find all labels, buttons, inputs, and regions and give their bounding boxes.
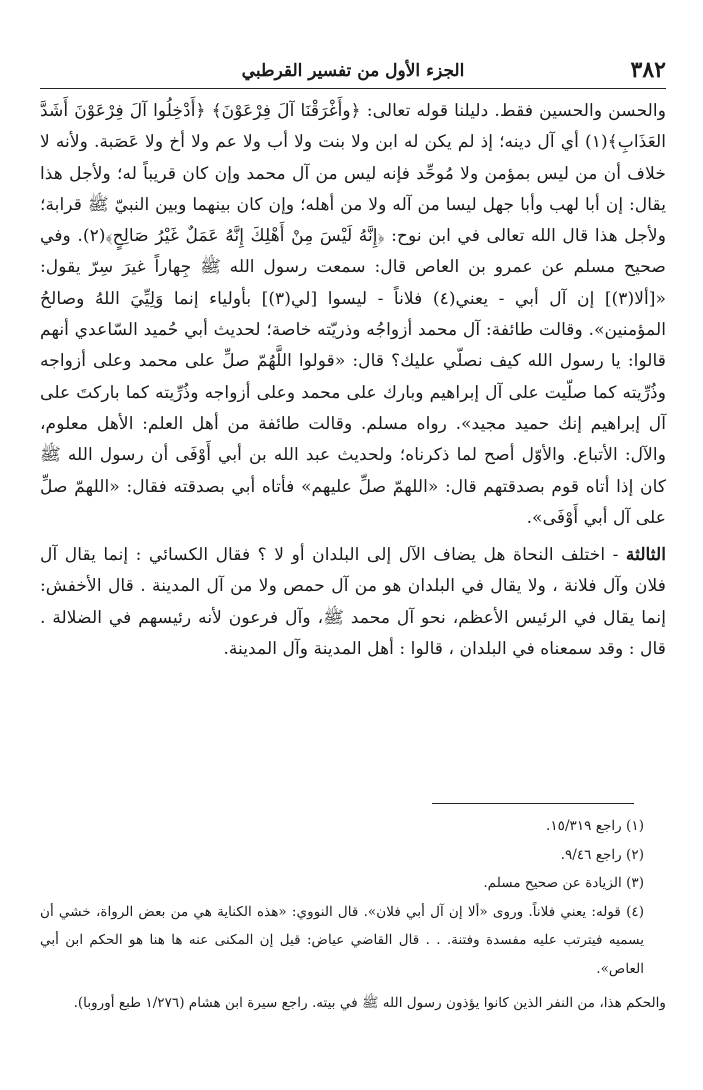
section-third — [40, 540, 666, 665]
footnote-4: (٤) قوله: يعني فلاناً. وروى «ألا إن آل أبي فلان». قال النووي: «هذه الكناية هي من بعض الرواة، خشي أن يسميه فيترتب عليه مفسدة وفتنة. . . قال القاضي عياض: قيل إن المكنى عنه ها هنا هو الحكم ابن أبي العاص». — [40, 903, 644, 977]
main-text — [40, 96, 666, 665]
footnote-2: (٢) راجع ٩/٤٦. — [560, 846, 644, 863]
paragraph-1: والحسن والحسين فقط. دليلنا قوله تعالى: ﴿وأَغْرَقْنَا آلَ فِرْعَوْنَ﴾ ﴿أَدْخِلُوا آلَ فِرْعَوْنَ أَشَدَّ العَذَابِ﴾(١) أي آل دينه؛ إذ لم يكن له ابن ولا بنت ولا أب ولا عم ولا أخ ولا عَصَبة. ولأنه لا خلاف أن من ليس بمؤمن ولا مُوحِّد فإنه ليس من آل محمد وإن كان قريباً له؛ ولأجل هذا يقال: إن أبا لهب وأبا جهل ليسا من آله ولا من أهله؛ وإن كان بينهما وبين النبيّ ﷺ قرابة؛ ولأجل هذا قال الله تعالى في ابن نوح: ﴿إِنَّهُ لَيْسَ مِنْ أَهْلِكَ إِنَّهُ عَمَلٌ غَيْرُ صَالِحٍ﴾(٢). وفي صحيح مسلم عن عمرو بن العاص قال: سمعت رسول الله ﷺ جِهاراً غيرَ سِرّ يقول: «[ألا(٣)] إن آل أبي - يعني(٤) فلاناً - ليسوا [لي(٣)] بأولياء إنما وَلِيِّيَ اللهُ وصالحُ المؤمنين». وقالت طائفة: آل محمد أزواجُه وذريّته خاصة؛ لحديث أبي حُميد السّاعدي أنهم قالوا: يا رسول الله كيف نصلّي عليك؟ قال: «قولوا اللَّهُمّ صلِّ على محمد وعلى أزواجه وذُرِّيته كما صلّيت على آل إبراهيم وبارك على محمد وعلى أزواجه وذُرِّيته كما باركتَ على آل إبراهيم إنك حميد مجيد». رواه مسلم. وقالت طائفة من أهل العلم: الأهل معلوم، والآل: الأتباع. والأوّل أصح لما ذكرناه؛ ولحديث عبد الله بن أبي أَوْفَى أن رسول الله ﷺ كان إذا أتاه قوم بصدقتهم قال: «اللهمّ صلِّ عليهم» فأتاه أبي بصدقته فقال: «اللهمّ صلِّ على آل أبي أَوْفَى». — [40, 101, 667, 528]
running-title: الجزء الأول من تفسير القرطبي — [241, 61, 465, 81]
section-text: - اختلف النحاة هل يضاف الآل إلى البلدان أو لا ؟ فقال الكسائي : إنما يقال آل فلان وآل فلانة ، ولا يقال في البلدان هو من آل حمص ولا من آل المدينة . قال الأخفش: إنما يقال في الرئيس الأعظم، نحو آل محمد ﷺ، وآل فرعون لأنه رئيسهم في الضلالة . قال : وقد سمعناه في البلدان ، قالوا : أهل المدينة وآل المدينة. — [40, 545, 666, 660]
footnote-divider — [432, 803, 634, 804]
page-header — [40, 56, 666, 89]
page-number: ٣٨٢ — [630, 57, 666, 83]
footnotes — [40, 812, 666, 1018]
footnote-1: (١) راجع ١٥/٣١٩. — [546, 818, 644, 834]
footnote-3: (٣) الزيادة عن صحيح مسلم. — [483, 875, 644, 891]
footnote-4-continuation: والحكم هذا، من النفر الذين كانوا يؤذون رسول الله ﷺ في بيته. راجع سيرة ابن هشام (١/٢٧٦ طبع أوروبا). — [73, 995, 666, 1011]
section-heading: الثالثة — [625, 545, 666, 566]
